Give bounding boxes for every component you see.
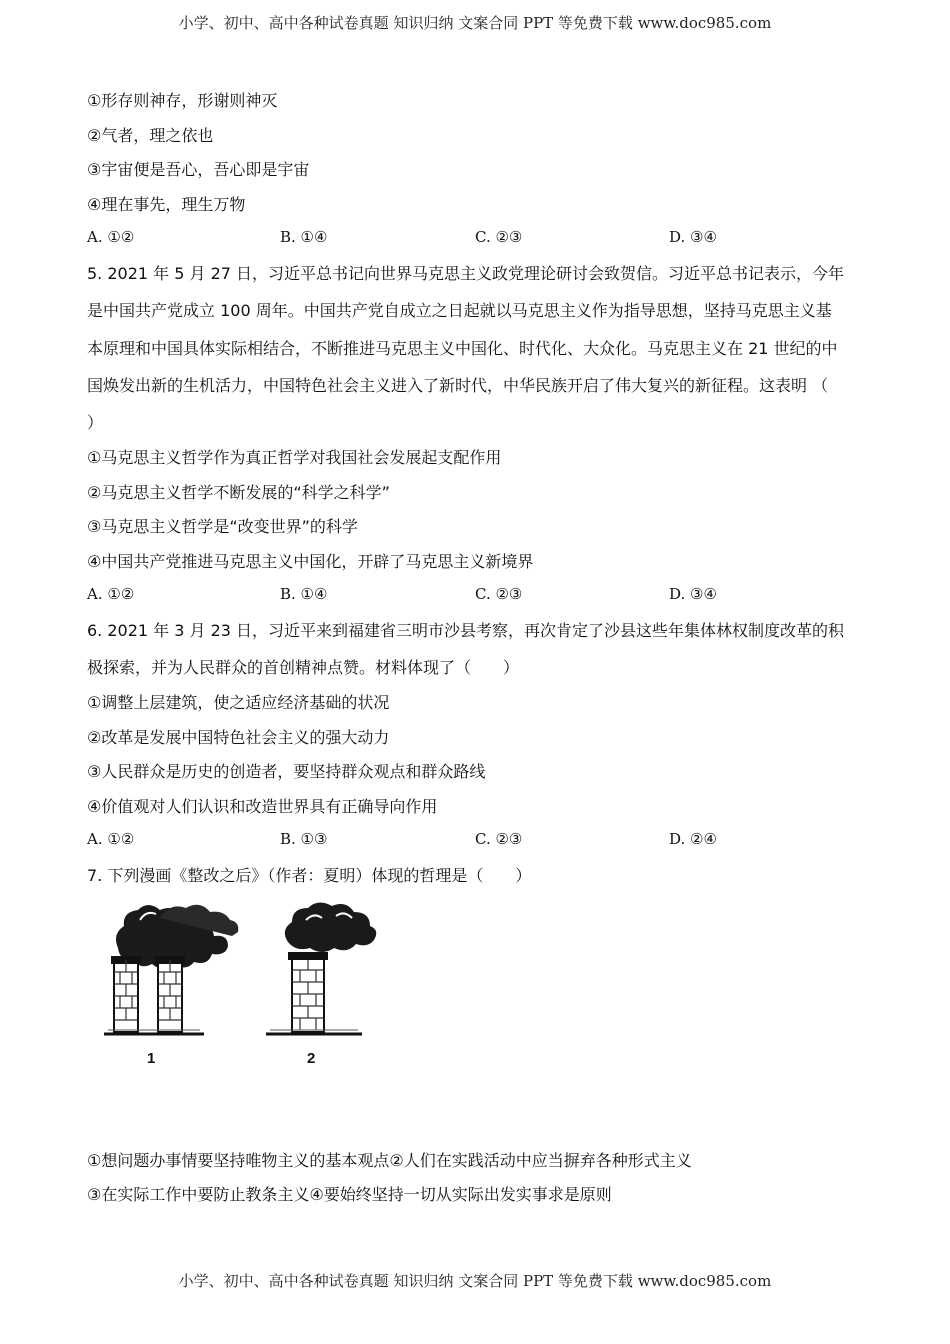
q5-item-2: ②马克思主义哲学不断发展的“科学之科学” xyxy=(87,483,390,502)
q6-item-4: ④价值观对人们认识和改造世界具有正确导向作用 xyxy=(87,797,438,816)
q4-option-b[interactable]: B. ①④ xyxy=(280,228,328,246)
q5-stem-line-4: 国焕发出新的生机活力，中国特色社会主义进入了新时代，中华民族开启了伟大复兴的新征程。这表明 （ xyxy=(87,376,829,395)
q5-option-b[interactable]: B. ①④ xyxy=(280,585,328,603)
q5-stem-line-5: ） xyxy=(87,413,104,432)
q4-item-1: ①形存则神存，形谢则神灭 xyxy=(87,91,278,110)
q6-item-2: ②改革是发展中国特色社会主义的强大动力 xyxy=(87,728,390,747)
q5-item-3: ③马克思主义哲学是“改变世界”的科学 xyxy=(87,517,358,536)
panel-2-chimney xyxy=(266,902,376,1034)
q5-option-c[interactable]: C. ②③ xyxy=(475,585,523,603)
q6-option-b[interactable]: B. ①③ xyxy=(280,830,328,848)
page-header: 小学、初中、高中各种试卷真题 知识归纳 文案合同 PPT 等免费下载 www.doc985.com xyxy=(178,14,772,32)
q5-option-a[interactable]: A. ①② xyxy=(87,585,135,603)
q5-option-d[interactable]: D. ③④ xyxy=(669,585,717,603)
q6-stem-line-1: 6. 2021 年 3 月 23 日，习近平来到福建省三明市沙县考察，再次肯定了沙县这些年集体林权制度改革的积 xyxy=(87,621,845,640)
q7-stem: 7. 下列漫画《整改之后》（作者：夏明）体现的哲理是（ ） xyxy=(87,866,532,885)
q5-stem-line-2: 是中国共产党成立 100 周年。中国共产党自成立之日起就以马克思主义作为指导思想，坚持马克思主义基 xyxy=(87,301,832,320)
q6-item-1: ①调整上层建筑，使之适应经济基础的状况 xyxy=(87,693,390,712)
q7-item-line-2: ③在实际工作中要防止教条主义④要始终坚持一切从实际出发实事求是原则 xyxy=(87,1185,612,1204)
q6-option-a[interactable]: A. ①② xyxy=(87,830,135,848)
cartoon-image xyxy=(100,898,390,1073)
q6-option-d[interactable]: D. ②④ xyxy=(669,830,717,848)
page-footer: 小学、初中、高中各种试卷真题 知识归纳 文案合同 PPT 等免费下载 www.doc985.com xyxy=(178,1272,772,1290)
q5-stem-line-1: 5. 2021 年 5 月 27 日，习近平总书记向世界马克思主义政党理论研讨会致贺信。习近平总书记表示，今年 xyxy=(87,264,845,283)
q4-option-c[interactable]: C. ②③ xyxy=(475,228,523,246)
panel-2-label: 2 xyxy=(307,1050,316,1067)
panel-1-label: 1 xyxy=(147,1050,156,1067)
q4-item-3: ③宇宙便是吾心，吾心即是宇宙 xyxy=(87,160,310,179)
q6-stem-line-2: 极探索，并为人民群众的首创精神点赞。材料体现了（ ） xyxy=(87,658,520,677)
q6-item-3: ③人民群众是历史的创造者，要坚持群众观点和群众路线 xyxy=(87,762,486,781)
q4-item-4: ④理在事先，理生万物 xyxy=(87,195,246,214)
q7-item-line-1: ①想问题办事情要坚持唯物主义的基本观点②人们在实践活动中应当摒弃各种形式主义 xyxy=(87,1151,692,1170)
q6-option-c[interactable]: C. ②③ xyxy=(475,830,523,848)
q4-option-a[interactable]: A. ①② xyxy=(87,228,135,246)
q4-option-d[interactable]: D. ③④ xyxy=(669,228,717,246)
q4-item-2: ②气者，理之依也 xyxy=(87,126,214,145)
q5-item-4: ④中国共产党推进马克思主义中国化，开辟了马克思主义新境界 xyxy=(87,552,534,571)
q6-options xyxy=(87,830,787,852)
panel-1-chimneys xyxy=(104,905,238,1034)
q5-item-1: ①马克思主义哲学作为真正哲学对我国社会发展起支配作用 xyxy=(87,448,502,467)
q5-stem-line-3: 本原理和中国具体实际相结合，不断推进马克思主义中国化、时代化、大众化。马克思主义在 21 世纪的中 xyxy=(87,339,838,358)
q5-options xyxy=(87,585,787,607)
q4-options xyxy=(87,228,787,250)
